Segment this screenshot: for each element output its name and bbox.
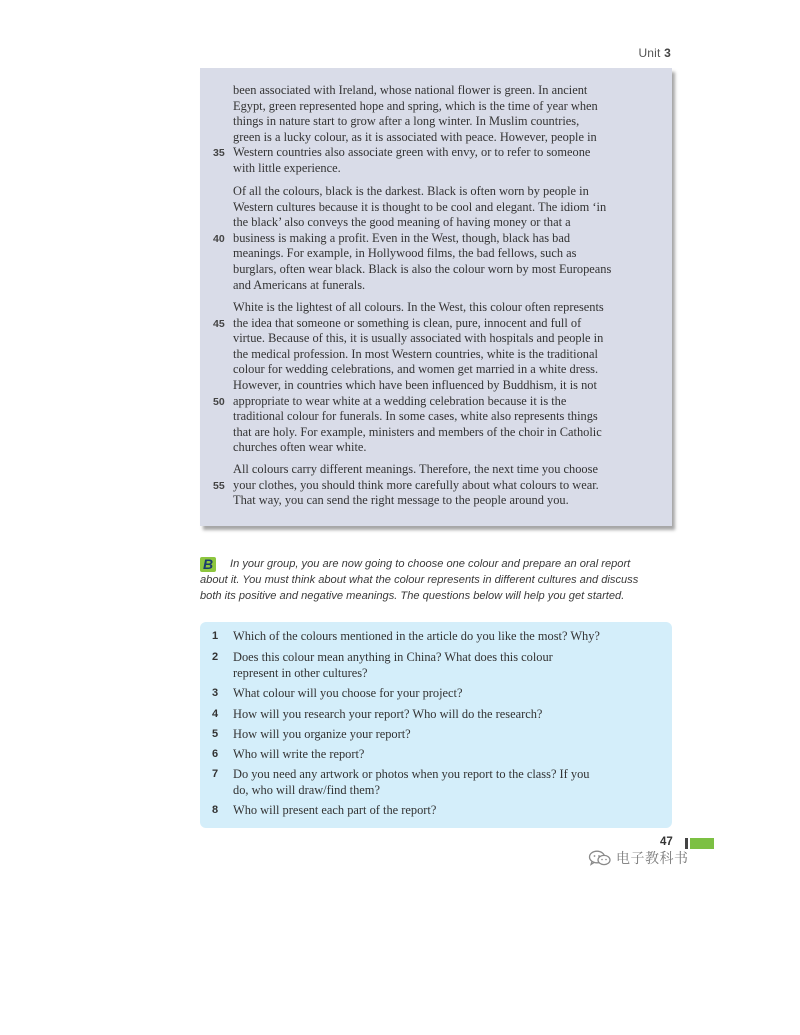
passage-line: Western cultures because it is thought to be cool and elegant. The idiom ‘in [233,199,607,214]
passage-line: that are holy. For example, ministers and members of the choir in Catholic [233,424,602,439]
question-text: How will you organize your report? [233,727,411,741]
unit-number: 3 [664,46,671,60]
question-number: 1 [212,630,219,642]
question-item [212,767,662,799]
section-b-badge: B [200,557,216,572]
passage-line: things in nature start to grow after a long winter. In Muslim countries, [233,114,580,129]
watermark-text: 电子教科书 [616,851,689,867]
paragraph-conclusion [213,462,658,509]
instruction-line: B In your group, you are now going to choose one colour and prepare an oral report [200,556,670,572]
question-item [212,650,662,682]
line-number: 40 [213,232,225,245]
question-number: 6 [212,748,219,760]
question-number: 5 [212,728,219,740]
passage-line: Of all the colours, black is the darkest. Black is often worn by people in [233,184,589,198]
question-number: 8 [212,804,219,816]
paragraph-green [213,83,658,177]
passage-line: traditional colour for funerals. In some cases, white also represents things [233,409,598,424]
unit-label: Unit [638,46,661,60]
question-number: 4 [212,708,219,720]
question-text: Which of the colours mentioned in the article do you like the most? Why? [233,629,600,643]
instruction-line: both its positive and negative meanings. The questions below will help you get started. [200,590,625,602]
line-number: 55 [213,479,225,492]
paragraph-white [213,300,658,456]
passage-line: That way, you can send the right message to the people around you. [233,493,569,508]
question-text: Who will write the report? [233,747,365,761]
passage-line: 40 business is making a profit. Even in the West, though, black has bad [233,231,658,247]
passage-line: All colours carry different meanings. Therefore, the next time you choose [233,462,598,476]
line-number: 50 [213,395,225,408]
question-number: 3 [212,687,219,699]
question-text: Who will present each part of the report? [233,803,437,817]
page-number: 47 [660,836,673,848]
instruction-line: about it. You must think about what the colour represents in different cultures and discuss [200,574,639,586]
question-text: Do you need any artwork or photos when you report to the class? If you [233,767,590,781]
line-number: 35 [213,147,225,160]
page-marker-bar [690,838,714,849]
question-text: do, who will draw/find them? [233,782,380,797]
passage-line: virtue. Because of this, it is usually associated with hospitals and people in [233,331,604,346]
passage-line: the black’ also conveys the good meaning of having money or that a [233,215,571,230]
passage-line: 50 appropriate to wear white at a wedding celebration because it is the [233,394,658,410]
questions-box [200,622,672,828]
reading-passage [200,68,672,526]
question-number: 2 [212,651,219,663]
passage-line: meanings. For example, in Hollywood films, the bad fellows, such as [233,246,577,261]
question-text: What colour will you choose for your project? [233,686,463,700]
wechat-icon [588,850,612,866]
passage-line: However, in countries which have been influenced by Buddhism, it is not [233,377,597,392]
passage-line: been associated with Ireland, whose national flower is green. In ancient [233,83,588,97]
passage-line: churches often wear white. [233,440,367,455]
passage-line: Egypt, green represented hope and spring, which is the time of year when [233,98,598,113]
passage-line: and Americans at funerals. [233,277,366,292]
passage-line: with little experience. [233,160,341,175]
unit-header [638,46,671,60]
passage-line: 35 Western countries also associate green with envy, or to refer to someone [233,145,658,161]
passage-line: White is the lightest of all colours. In the West, this colour often represents [233,300,604,314]
watermark [588,848,689,868]
question-text: represent in other cultures? [233,665,368,680]
line-number: 45 [213,317,225,330]
passage-line: colour for wedding celebrations, and women get married in a white dress. [233,362,599,377]
passage-line: green is a lucky colour, as it is associated with peace. However, people in [233,129,597,144]
passage-line: 55 your clothes, you should think more carefully about what colours to wear. [233,478,658,494]
passage-line: burglars, often wear black. Black is also the colour worn by most Europeans [233,261,612,276]
passage-line: the medical profession. In most Western countries, white is the traditional [233,346,598,361]
question-number: 7 [212,768,219,780]
question-text: Does this colour mean anything in China? What does this colour [233,650,553,664]
paragraph-black [213,184,658,293]
section-b-instructions [200,556,670,604]
passage-line: 45 the idea that someone or something is clean, pure, innocent and full of [233,316,658,332]
question-text: How will you research your report? Who will do the research? [233,707,543,721]
